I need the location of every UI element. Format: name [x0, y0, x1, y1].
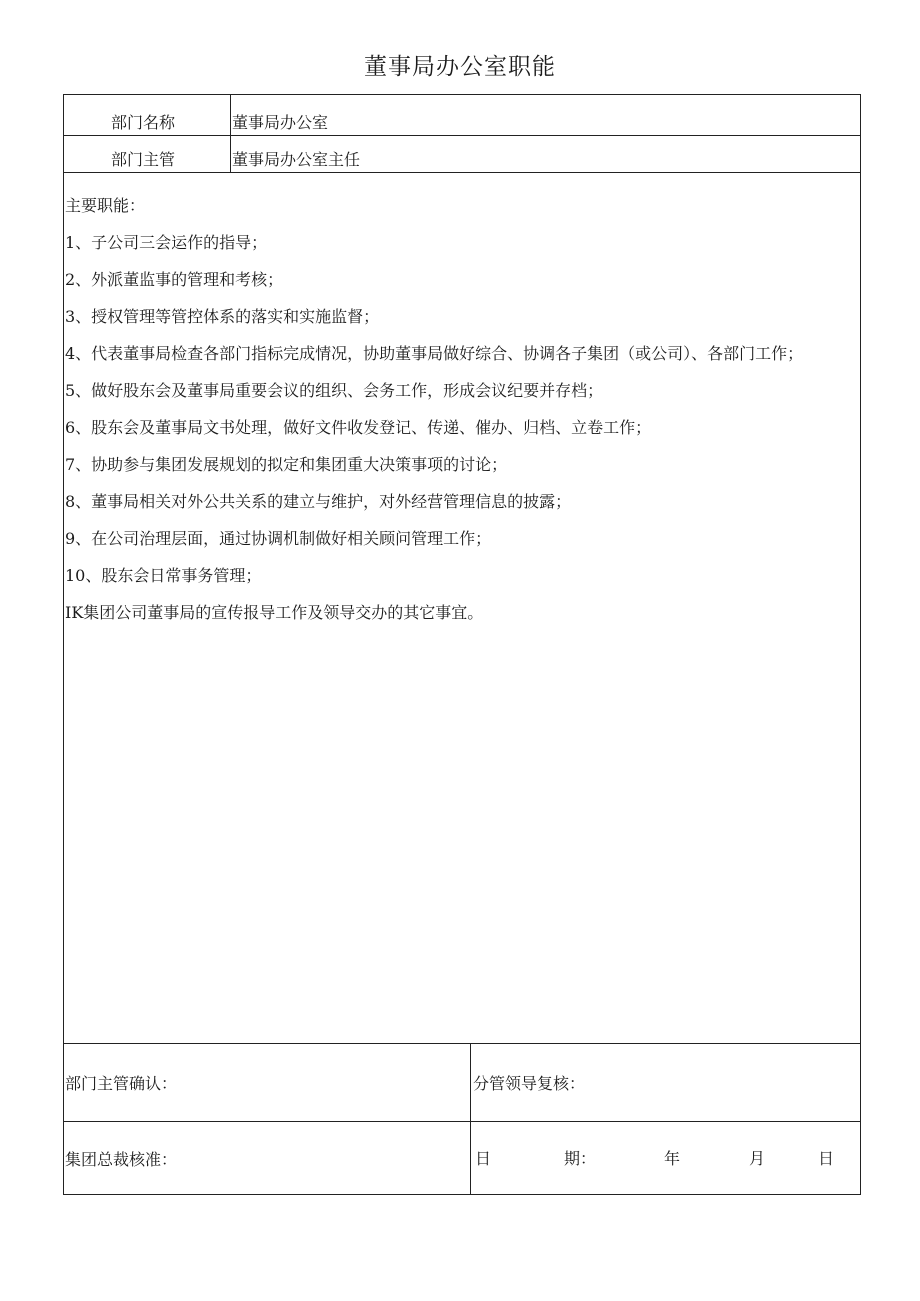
duty-item: 2、外派董监事的管理和考核； — [65, 270, 284, 289]
confirm-row — [64, 1044, 860, 1122]
date-line — [473, 1146, 860, 1170]
dept-head-row — [64, 136, 860, 173]
duty-item: 8、董事局相关对外公共关系的建立与维护，对外经营管理信息的披露； — [65, 492, 572, 511]
approve-row — [64, 1122, 860, 1194]
duty-item: 10、股东会日常事务管理； — [65, 566, 262, 585]
dept-head-value: 董事局办公室主任 — [232, 150, 361, 169]
duty-item: 9、在公司治理层面，通过协调机制做好相关顾问管理工作； — [65, 529, 492, 548]
dept-head-label: 部门主管 — [64, 136, 231, 172]
ceo-approve-field[interactable]: 集团总裁核准： — [64, 1122, 471, 1194]
dept-head-confirm-field[interactable]: 部门主管确认： — [64, 1044, 471, 1121]
duty-item: 4、代表董事局检查各部门指标完成情况，协助董事局做好综合、协调各子集团（或公司）、各部门工作； — [65, 344, 804, 363]
duties-heading: 主要职能： — [65, 196, 146, 215]
date-year-label: 年 — [664, 1149, 681, 1168]
duty-item: 7、协助参与集团发展规划的拟定和集团重大决策事项的讨论； — [65, 455, 508, 474]
duty-item: 1、子公司三会运作的指导； — [65, 233, 268, 252]
duties-section — [64, 173, 860, 1044]
duty-item: 5、做好股东会及董事局重要会议的组织、会务工作，形成会议纪要并存档； — [65, 381, 604, 400]
date-field[interactable] — [471, 1122, 860, 1194]
duty-item: 6、股东会及董事局文书处理，做好文件收发登记、传递、催办、归档、立卷工作； — [65, 418, 652, 437]
page-title: 董事局办公室职能 — [364, 54, 556, 80]
dept-name-value: 董事局办公室 — [232, 113, 329, 132]
dept-name-row — [64, 95, 860, 136]
leader-review-field[interactable]: 分管领导复核： — [473, 1074, 586, 1093]
duty-form-table — [63, 94, 861, 1195]
date-ri-label: 日 — [475, 1149, 492, 1168]
duty-item: IK集团公司董事局的宣传报导工作及领导交办的其它事宜。 — [65, 603, 484, 622]
date-month-label: 月 — [749, 1149, 766, 1168]
date-day-label: 日 — [818, 1149, 835, 1168]
date-qi-label: 期： — [564, 1149, 597, 1168]
dept-name-label: 部门名称 — [64, 95, 231, 135]
duty-item: 3、授权管理等管控体系的落实和实施监督； — [65, 307, 380, 326]
